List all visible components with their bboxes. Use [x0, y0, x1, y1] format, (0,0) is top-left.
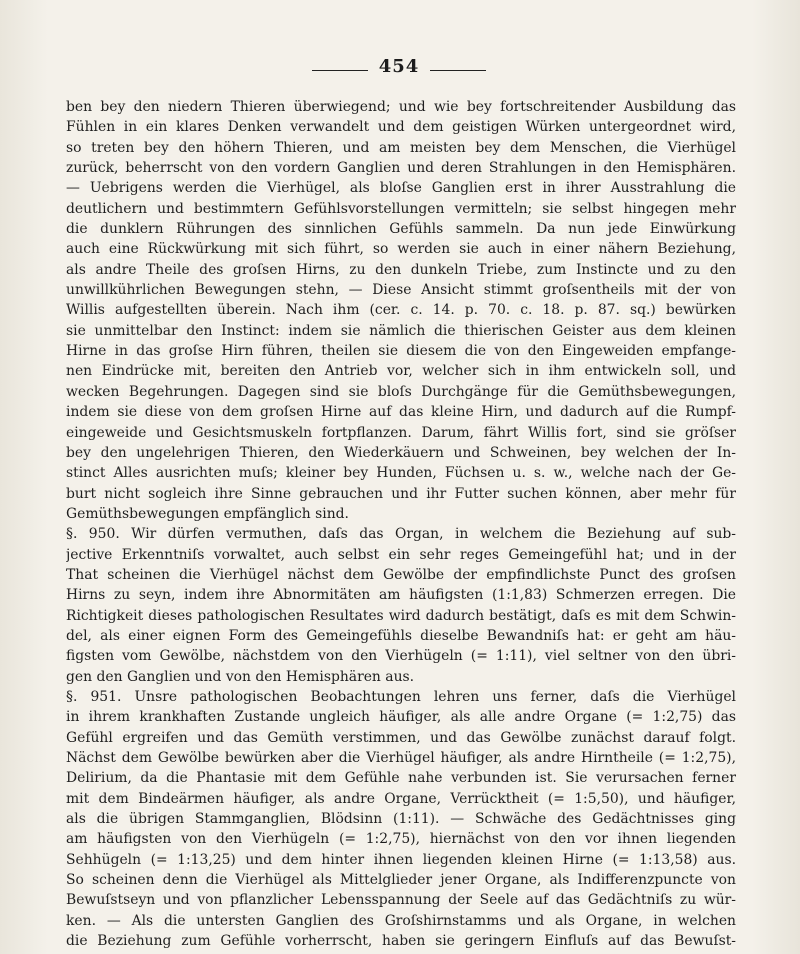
text-line: Sehhügeln (= 1:13,25) und dem hinter ihnen liegenden kleinen Hirne (= 1:13,58) aus.: [66, 851, 736, 868]
text-line: ben bey den niedern Thieren überwiegend; und wie bey fortschreitender Ausbildung das: [66, 99, 736, 115]
text-line: nen Eindrücke mit, bereiten den Antrieb vor, welcher sich in ihm entwickeln soll, und: [66, 363, 736, 380]
page-header: [0, 56, 800, 82]
text-line: Fühlen in ein klares Denken verwandelt und dem geistigen Würken untergeordnet wird,: [66, 119, 736, 136]
text-line: Hirns zu seyn, indem ihre Abnormitäten am häufigsten (1:1,83) Schmerzen erregen. Die: [66, 587, 736, 604]
text-line: unwillkührlichen Bewegungen stehn, — Diese Ansicht stimmt groſsentheils mit der von: [66, 282, 736, 299]
text-line: zurück, beherrscht von den vordern Ganglien und deren Strahlungen in den Hemisphären.: [66, 160, 736, 177]
text-line: auch eine Rückwürkung mit sich führt, so werden sie auch in einer nähern Beziehung,: [66, 241, 736, 258]
text-line: mit dem Bindeärmen häufiger, als andre Organe, Verrücktheit (= 1:5,50), und häufiger,: [66, 790, 736, 807]
text-line: am häufigsten von den Vierhügeln (= 1:2,75), hiernächst von den vor ihnen liegenden: [66, 831, 736, 848]
text-line: §. 950. Wir dürfen vermuthen, daſs das Organ, in welchem die Beziehung auf sub-: [66, 526, 736, 543]
text-line: Delirium, da die Phantasie mit dem Gefühle nahe verbunden ist. Sie verursachen ferner: [66, 770, 736, 787]
text-line: so treten bey den höhern Thieren, und am meisten bey dem Menschen, die Vierhügel: [66, 139, 736, 156]
text-line: ken. — Als die untersten Ganglien des Groſshirnstamms und als Organe, in welchen: [66, 912, 736, 929]
text-line: deutlichern und bestimmtern Gefühlsvorstellungen vermitteln; sie selbst hingegen mehr: [66, 200, 736, 217]
text-line: jective Erkenntniſs vorwaltet, auch selbst ein sehr reges Gemeingefühl hat; und in der: [66, 546, 736, 563]
text-line: bey den ungelehrigen Thieren, den Wiederkäuern und Schweinen, bey welchen der In-: [66, 444, 736, 461]
text-line: figsten vom Gewölbe, nächstdem von den Vierhügeln (= 1:11), viel seltner von den übri-: [66, 648, 736, 665]
text-line: That scheinen die Vierhügel nächst dem Gewölbe der empfindlichste Punct des groſsen: [66, 566, 736, 583]
text-line: Richtigkeit dieses pathologischen Resultates wird dadurch bestätigt, daſs es mit dem Schwin-: [66, 607, 736, 624]
text-line: del, als einer eignen Form des Gemeingefühls dieselbe Bewandniſs hat: er geht am häu-: [66, 627, 736, 644]
text-line: gen den Ganglien und von den Hemisphären aus.: [66, 668, 415, 685]
text-line: die Beziehung zum Gefühle vorherrscht, haben sie geringern Einfluſs auf das Bewuſst-: [66, 933, 736, 950]
page-number: 454: [378, 56, 420, 77]
text-line: Nächst dem Gewölbe bewürken aber die Vierhügel häufiger, als andre Hirntheile (= 1:2,75),: [66, 750, 736, 766]
text-line: in ihrem krankhaften Zustande ungleich häufiger, als alle andre Organe (= 1:2,75) das: [66, 709, 736, 726]
text-line: als andre Theile des groſsen Hirns, zu den dunkeln Triebe, zum Instincte und zu den: [66, 261, 736, 278]
text-line: §. 951. Unsre pathologischen Beobachtungen lehren uns ferner, daſs die Vierhügel: [66, 688, 736, 705]
header-rule-right: [430, 70, 486, 71]
body-text: [66, 97, 736, 951]
text-line: Willis aufgestellten überein. Nach ihm (cer. c. 14. p. 70. c. 18. p. 87. sq.) bewürken: [66, 302, 736, 319]
text-line: Bewuſstseyn und von pflanzlicher Lebensspannung der Seele auf das Gedächtniſs zu wür-: [66, 892, 736, 909]
text-line: Hirne in das groſse Hirn führen, theilen sie diesem die von den Eingeweiden empfange-: [66, 343, 736, 360]
text-line: burt nicht sogleich ihre Sinne gebrauchen und ihr Futter suchen können, aber mehr für: [66, 485, 736, 502]
text-line: sie unmittelbar den Instinct: indem sie nämlich die thierischen Geister aus dem kleinen: [66, 322, 736, 339]
text-line: indem sie diese von dem groſsen Hirne auf das kleine Hirn, und dadurch auf die Rumpf-: [66, 404, 736, 421]
header-rule-left: [312, 70, 368, 71]
text-line: Gemüthsbewegungen empfänglich sind.: [66, 505, 349, 522]
text-line: Gefühl ergreifen und das Gemüth verstimmen, und das Gewölbe zunächst darauf folgt.: [66, 729, 736, 746]
text-line: die dunklern Rührungen des sinnlichen Gefühls sammeln. Da nun jede Einwürkung: [66, 221, 736, 238]
text-line: So scheinen denn die Vierhügel als Mittelglieder jener Organe, als Indifferenzpuncte von: [66, 872, 736, 889]
text-line: eingeweide und Gesichtsmuskeln fortpflanzen. Darum, fährt Willis fort, sind sie gröſser: [66, 424, 736, 441]
text-line: wecken Begehrungen. Dagegen sind sie bloſs Durchgänge für die Gemüthsbewegungen,: [66, 383, 736, 400]
text-line: — Uebrigens werden die Vierhügel, als bloſse Ganglien erst in ihrer Ausstrahlung die: [66, 180, 736, 197]
text-line: stinct Alles ausrichten muſs; kleiner bey Hunden, Füchsen u. s. w., welche nach der Ge-: [66, 465, 736, 482]
text-line: als die übrigen Stammganglien, Blödsinn (1:11). — Schwäche des Gedächtnisses ging: [66, 811, 736, 828]
